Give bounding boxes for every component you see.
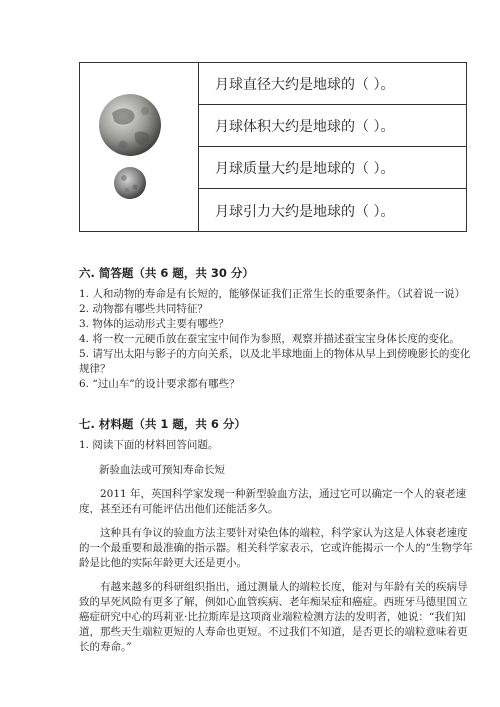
question-3: 3. 物体的运动形式主要有哪些？ xyxy=(79,318,229,330)
question-2: 2. 动物都有哪些共同特征？ xyxy=(79,303,208,315)
section-7-material xyxy=(79,438,474,655)
article-title: 新验血法或可预知寿命长短 xyxy=(99,464,225,476)
moon-mass-row: 月球质量大约是地球的（ ）。 xyxy=(199,147,466,189)
moon-earth-comparison-table xyxy=(79,62,467,232)
moon-diameter-row: 月球直径大约是地球的（ ）。 xyxy=(199,63,466,105)
question-4: 4. 将一枚一元硬币放在蚕宝宝中间作为参照，观察并描述蚕宝宝身体长度的变化。 xyxy=(79,333,460,345)
question-6: 6. “过山车”的设计要求都有哪些？ xyxy=(79,378,240,390)
question-5: 5. 请写出太阳与影子的方向关系，以及北半球地面上的物体从早上到傍晚影长的变化规律？ xyxy=(79,348,471,375)
moon-earth-illustration xyxy=(80,63,198,231)
earth-globe-image xyxy=(99,94,161,156)
section-7-title: 七. 材料题（共 1 题，共 6 分） xyxy=(79,417,246,431)
moon-earth-image-cell xyxy=(80,63,199,231)
article-paragraph-2: 这种具有争议的验血方法主要针对染色体的端粒，科学家认为这是人体衰老速度的一个最重要和最准确的指示器。相关科学家表示，它或许能揭示一个人的“生物学年龄是比他的实际年龄更大还是更小。 xyxy=(79,527,473,569)
article-paragraph-1: 2011 年，英国科学家发现一种新型验血方法，通过它可以确定一个人的衰老速度，甚至还有可能评估出他们还能活多久。 xyxy=(79,488,467,515)
section-6-questions xyxy=(79,287,474,392)
moon-gravity-row: 月球引力大约是地球的（ ）。 xyxy=(215,203,395,220)
question-1: 1. 人和动物的寿命是有长短的，能够保证我们正常生长的重要条件。（试着说一说） xyxy=(79,288,466,300)
material-instruction: 1. 阅读下面的材料回答问题。 xyxy=(79,439,219,451)
moon-image xyxy=(114,167,146,199)
section-6-title: 六. 简答题（共 6 题，共 30 分） xyxy=(79,266,254,280)
article-paragraph-3: 有越来越多的科研组织指出，通过测量人的端粒长度，能对与年龄有关的疾病导致的早死风险有更多了解，例如心血管疾病、老年痴呆症和癌症。西班牙马德里国立癌症研究中心的玛莉亚·比拉斯库是这项商业端粒检测方法的发明者，她说：“我们知道，那些天生端粒更短的人寿命也更短。不过我们不知道，是否更长的端粒意味着更长的寿命。” xyxy=(79,581,468,653)
moon-volume-row: 月球体积大约是地球的（ ）。 xyxy=(199,105,466,147)
